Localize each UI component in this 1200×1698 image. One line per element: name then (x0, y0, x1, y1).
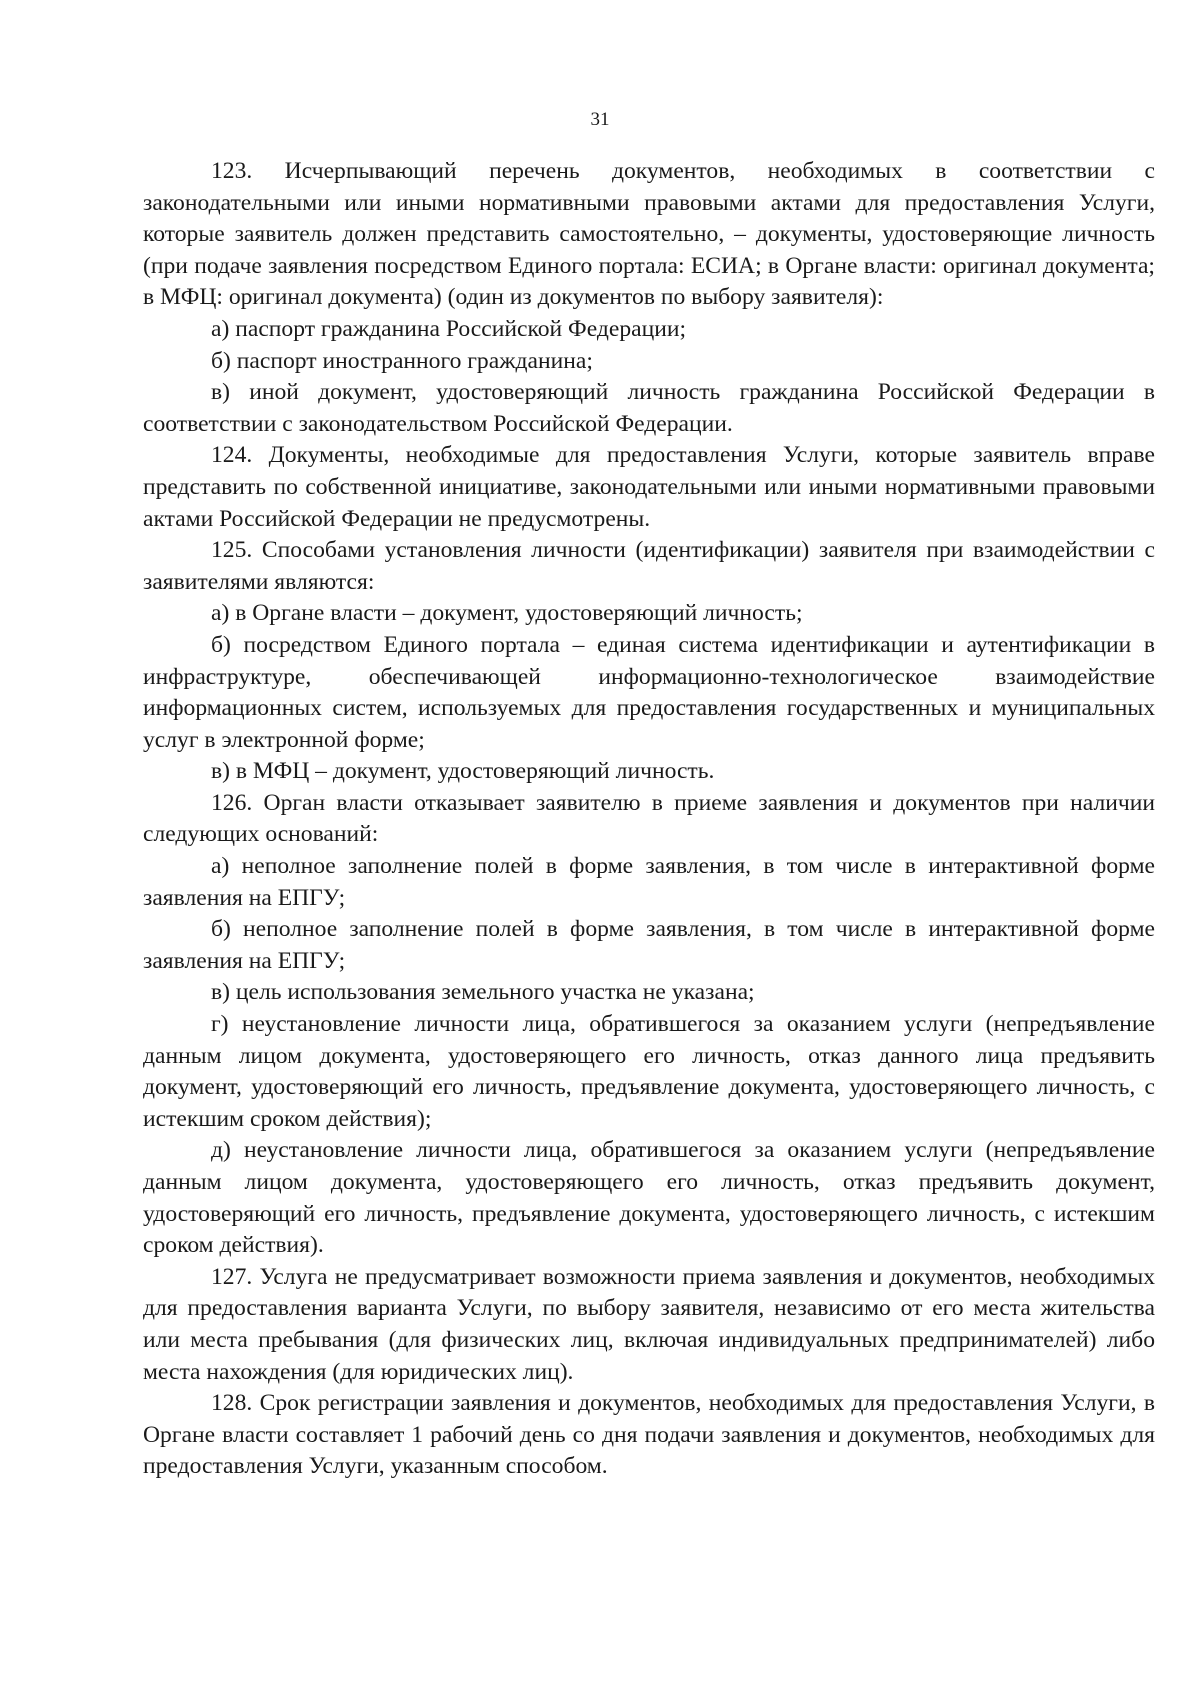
paragraph-126: 126. Орган власти отказывает заявителю в приеме заявления и документов при наличии следующих оснований: (143, 789, 1155, 848)
list-item-126-g: г) неустановление личности лица, обратившегося за оказанием услуги (непредъявление данным лицом документа, удостоверяющего его личность, отказ данного лица предъявить документ, удостоверяющий его личность, предъявление документа, удостоверяющего личность, с истекшим сроком действия); (143, 1011, 1155, 1132)
paragraph-128: 128. Срок регистрации заявления и документов, необходимых для предоставления Услуги, в Органе власти составляет 1 рабочий день со дня подачи заявления и документов, необходимых для предоставления Услуги, указанным способом. (143, 1390, 1155, 1480)
list-item-125-a: а) в Органе власти – документ, удостоверяющий личность; (211, 600, 803, 627)
paragraph-127: 127. Услуга не предусматривает возможности приема заявления и документов, необходимых для предоставления варианта Услуги, по выбору заявителя, независимо от его места жительства или места пребывания (для физических лиц, включая индивидуальных предпринимателей) либо места нахождения (для юридических лиц). (143, 1263, 1155, 1385)
list-item-126-a: а) неполное заполнение полей в форме заявления, в том числе в интерактивной форме заявления на ЕПГУ; (143, 853, 1155, 911)
list-item-123-b: б) паспорт иностранного гражданина; (211, 347, 593, 374)
paragraph-124: 124. Документы, необходимые для предоставления Услуги, которые заявитель вправе представить по собственной инициативе, законодательными или иными нормативными правовыми актами Российской Федерации не предусмотрены. (143, 442, 1155, 532)
paragraph-125: 125. Способами установления личности (идентификации) заявителя при взаимодействии с заявителями являются: (143, 537, 1155, 595)
paragraph-123: 123. Исчерпывающий перечень документов, необходимых в соответствии с законодательными или иными нормативными правовыми актами для предоставления Услуги, которые заявитель должен представить самостоятельно, – документы, удостоверяющие личность (при подаче заявления посредством Единого портала: ЕСИА; в Органе власти: оригинал документа; в МФЦ: оригинал документа) (один из документов по выбору заявителя): (143, 158, 1155, 311)
list-item-126-b: б) неполное заполнение полей в форме заявления, в том числе в интерактивной форме заявления на ЕПГУ; (143, 916, 1155, 974)
list-item-126-v: в) цель использования земельного участка не указана; (211, 979, 755, 1006)
list-item-125-b: б) посредством Единого портала – единая система идентификации и аутентификации в инфраструктуре, обеспечивающей информационно-технологическое взаимодействие информационных систем, используемых для предоставления государственных и муниципальных услуг в электронной форме; (143, 631, 1155, 753)
document-body (143, 156, 1155, 1483)
list-item-126-d: д) неустановление личности лица, обратившегося за оказанием услуги (непредъявление данным лицом документа, удостоверяющего его личность, отказ предъявить документ, удостоверяющий его личность, предъявление документа, удостоверяющего личность, с истекшим сроком действия). (143, 1137, 1155, 1259)
list-item-123-a: а) паспорт гражданина Российской Федерации; (211, 315, 687, 342)
page-number: 31 (590, 109, 610, 130)
list-item-123-v: в) иной документ, удостоверяющий личность гражданина Российской Федерации в соответствии с законодательством Российской Федерации. (143, 379, 1155, 437)
list-item-125-v: в) в МФЦ – документ, удостоверяющий личность. (211, 758, 715, 785)
